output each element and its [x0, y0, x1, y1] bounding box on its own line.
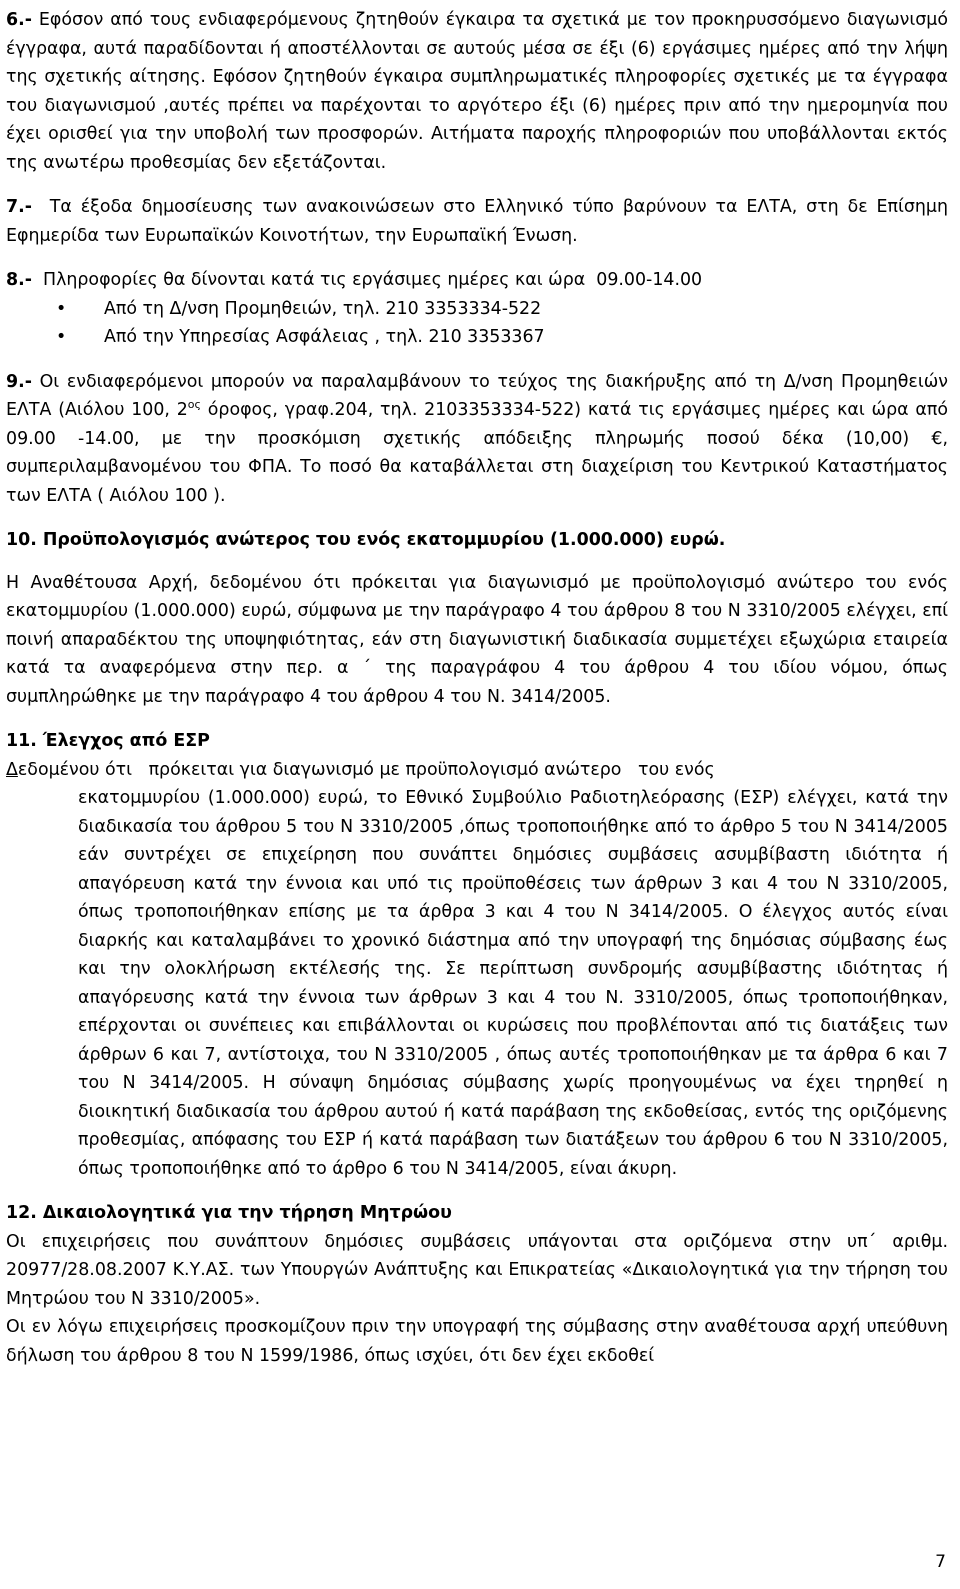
paragraph-9-text-a: Οι ενδιαφερόμενοι μπορούν να παραλαμβάνουν το τεύχος της διακήρυξης από τη Δ/νση Προμηθειών ΕΛΤΑ (Αιόλου 100, 2 — [6, 371, 948, 420]
paragraph-8-text: Πληροφορίες θα δίνονται κατά τις εργάσιμες ημέρες και ώρα 09.00-14.00 — [31, 270, 703, 290]
paragraph-6 — [6, 6, 948, 177]
contact-procurement: Από τη Δ/νση Προμηθειών, τηλ. 210 3353334-522 — [104, 298, 542, 319]
section-12-text-2: Οι εν λόγω επιχειρήσεις προσκομίζουν πριν την υπογραφή της σύμβασης στην αναθέτουσα αρχή υπεύθυνη δήλωση του άρθρου 8 του Ν 1599/1986, όπως ισχύει, ότι δεν έχει εκδοθεί — [6, 1317, 948, 1366]
section-11-first-word: Δ — [6, 759, 18, 780]
paragraph-7-number: 7.- — [6, 197, 32, 217]
section-11-text: εκατομμυρίου (1.000.000) ευρώ, το Εθνικό Συμβούλιο Ραδιοτηλεόρασης (ΕΣΡ) ελέγχει, κατά την διαδικασία του άρθρου 5 του Ν 3310/2005 ,όπως τροποποιήθηκε από το άρθρο 5 του Ν 3414/2005 εάν συντρέχει σε επιχείρηση που συνάπτει δημόσιες συμβάσεις ασυμβίβαστη ιδιότητα ή απαγόρευση κατά την έννοια και υπό τις προϋποθέσεις των άρθρων 3 και 4 του Ν 3310/2005, όπως τροποποιήθηκαν επίσης με τα άρθρα 3 και 4 του Ν 3414/2005. Ο έλεγχος αυτός είναι διαρκής και καταλαμβάνει το χρονικό διάστημα από την υπογραφή της δημόσιας σύμβασης έως και την ολοκλήρωση εκτέλεσής της. Σε περίπτωση συνδρομής ασυμβίβαστης ιδιότητας ή απαγόρευσης κατά την έννοια των άρθρων 3 και 4 του Ν. 3310/2005, όπως τροποποιήθηκαν, επέρχονται οι συνέπειες και επιβάλλονται οι κυρώσεις που προβλέπονται από τις διατάξεις των άρθρων 6 και 7, αντίστοιχα, του Ν 3310/2005 , όπως αυτές τροποποιήθηκαν με τα άρθρα 6 και 7 του Ν 3414/2005. Η σύναψη δημόσιας σύμβασης χωρίς προηγουμένως να έχει τηρηθεί η διοικητική διαδικασία του άρθρου αυτού ή κατά παράβαση της εκδοθείσας, εντός της οριζόμενης προθεσμίας, απόφασης του ΕΣΡ ή κατά παράβαση των διατάξεων του άρθρου 6 του Ν 3310/2005, όπως τροποποιήθηκε από το άρθρο 6 του Ν 3414/2005, είναι άκυρη. — [78, 788, 948, 1179]
paragraph-9-number: 9.- — [6, 371, 32, 392]
section-11-heading: 11. Έλεγχος από ΕΣΡ — [6, 731, 210, 751]
section-11-first-line — [6, 756, 948, 785]
contact-list — [6, 295, 948, 352]
paragraph-8 — [6, 266, 948, 295]
bullet-icon: • — [56, 298, 67, 319]
paragraph-9-superscript: ος — [187, 398, 201, 411]
section-10-text: Η Αναθέτουσα Αρχή, δεδομένου ότι πρόκειται για διαγωνισμό με προϋπολογισμό ανώτερο του ενός εκατομμυρίου (1.000.000) ευρώ, σύμφωνα με την παράγραφο 4 του άρθρου 8 του Ν 3310/2005 ελέγχει, επί ποινή απαραδέκτου της υποψηφιότητας, εάν στη διαγωνιστική διαδικασία συμμετέχει εξωχώρια εταιρεία κατά τα αναφερόμενα στην περ. α ΄ της παραγράφου 4 του άρθρου 4 του ιδίου νόμου, όπως συμπληρώθηκε με την παράγραφο 4 του άρθρου 4 του Ν. 3414/2005. — [6, 572, 948, 707]
document-page — [6, 6, 954, 1370]
section-11-first-text: εδομένου ότι πρόκειται για διαγωνισμό με προϋπολογισμό ανώτερο του ενός — [17, 759, 715, 780]
list-item — [6, 295, 948, 324]
bullet-icon: • — [56, 327, 67, 347]
paragraph-8-number: 8.- — [6, 270, 32, 290]
paragraph-7-text: Τα έξοδα δημοσίευσης των ανακοινώσεων στο Ελληνικό τύπο βαρύνουν τα ΕΛΤΑ, στη δε Επίσημη Εφημερίδα των Ευρωπαϊκών Κοινοτήτων, την Ευρωπαϊκή Ένωση. — [6, 197, 954, 246]
paragraph-9 — [6, 368, 948, 511]
section-10-heading: 10. Προϋπολογισμός ανώτερος του ενός εκατομμυρίου (1.000.000) ευρώ. — [6, 530, 726, 550]
list-item — [6, 323, 948, 352]
section-12-text-1: Οι επιχειρήσεις που συνάπτουν δημόσιες συμβάσεις υπάγονται στα οριζόμενα στην υπ΄ αριθμ. 20977/28.08.2007 Κ.Υ.ΑΣ. των Υπουργών Ανάπτυξης και Επικρατείας «Δικαιολογητικά για την τήρηση του Μητρώου του Ν 3310/2005». — [6, 1231, 948, 1309]
section-12-heading: 12. Δικαιολογητικά για την τήρηση Μητρώου — [6, 1203, 452, 1223]
contact-security: Από την Υπηρεσίας Ασφάλειας , τηλ. 210 3353367 — [104, 327, 545, 347]
paragraph-9-text-b: όροφος, γραφ.204, τηλ. 2103353334-522) κατά τις εργάσιμες ημέρες και ώρα από 09.00 -14.00, με την προσκόμιση σχετικής απόδειξης πληρωμής ποσού δέκα (10,00) €, συμπεριλαμβανομένου του ΦΠΑ. Το ποσό θα καταβάλλεται στη διαχείριση του Κεντρικού Καταστήματος των ΕΛΤΑ ( Αιόλου 100 ). — [6, 400, 948, 506]
paragraph-7 — [6, 193, 954, 250]
paragraph-6-text: Εφόσον από τους ενδιαφερόμενους ζητηθούν έγκαιρα τα σχετικά με τον προκηρυσσόμενο διαγωνισμό έγγραφα, αυτά παραδίδονται ή αποστέλλονται σε αυτούς μέσα σε έξι (6) εργάσιμες ημέρες από την λήψη της σχετικής αίτησης. Εφόσον ζητηθούν έγκαιρα συμπληρωματικές πληροφορίες σχετικές με τα έγγραφα του διαγωνισμού ,αυτές πρέπει να παρέχονται το αργότερο έξι (6) ημέρες πριν από την ημερομηνία που έχει ορισθεί για την υποβολή των προσφορών. Αιτήματα παροχής πληροφοριών που υποβάλλονται εκτός της ανωτέρω προθεσμίας δεν εξετάζονται. — [6, 10, 948, 173]
paragraph-6-number: 6.- — [6, 10, 32, 30]
page-number: 7 — [935, 1552, 946, 1572]
